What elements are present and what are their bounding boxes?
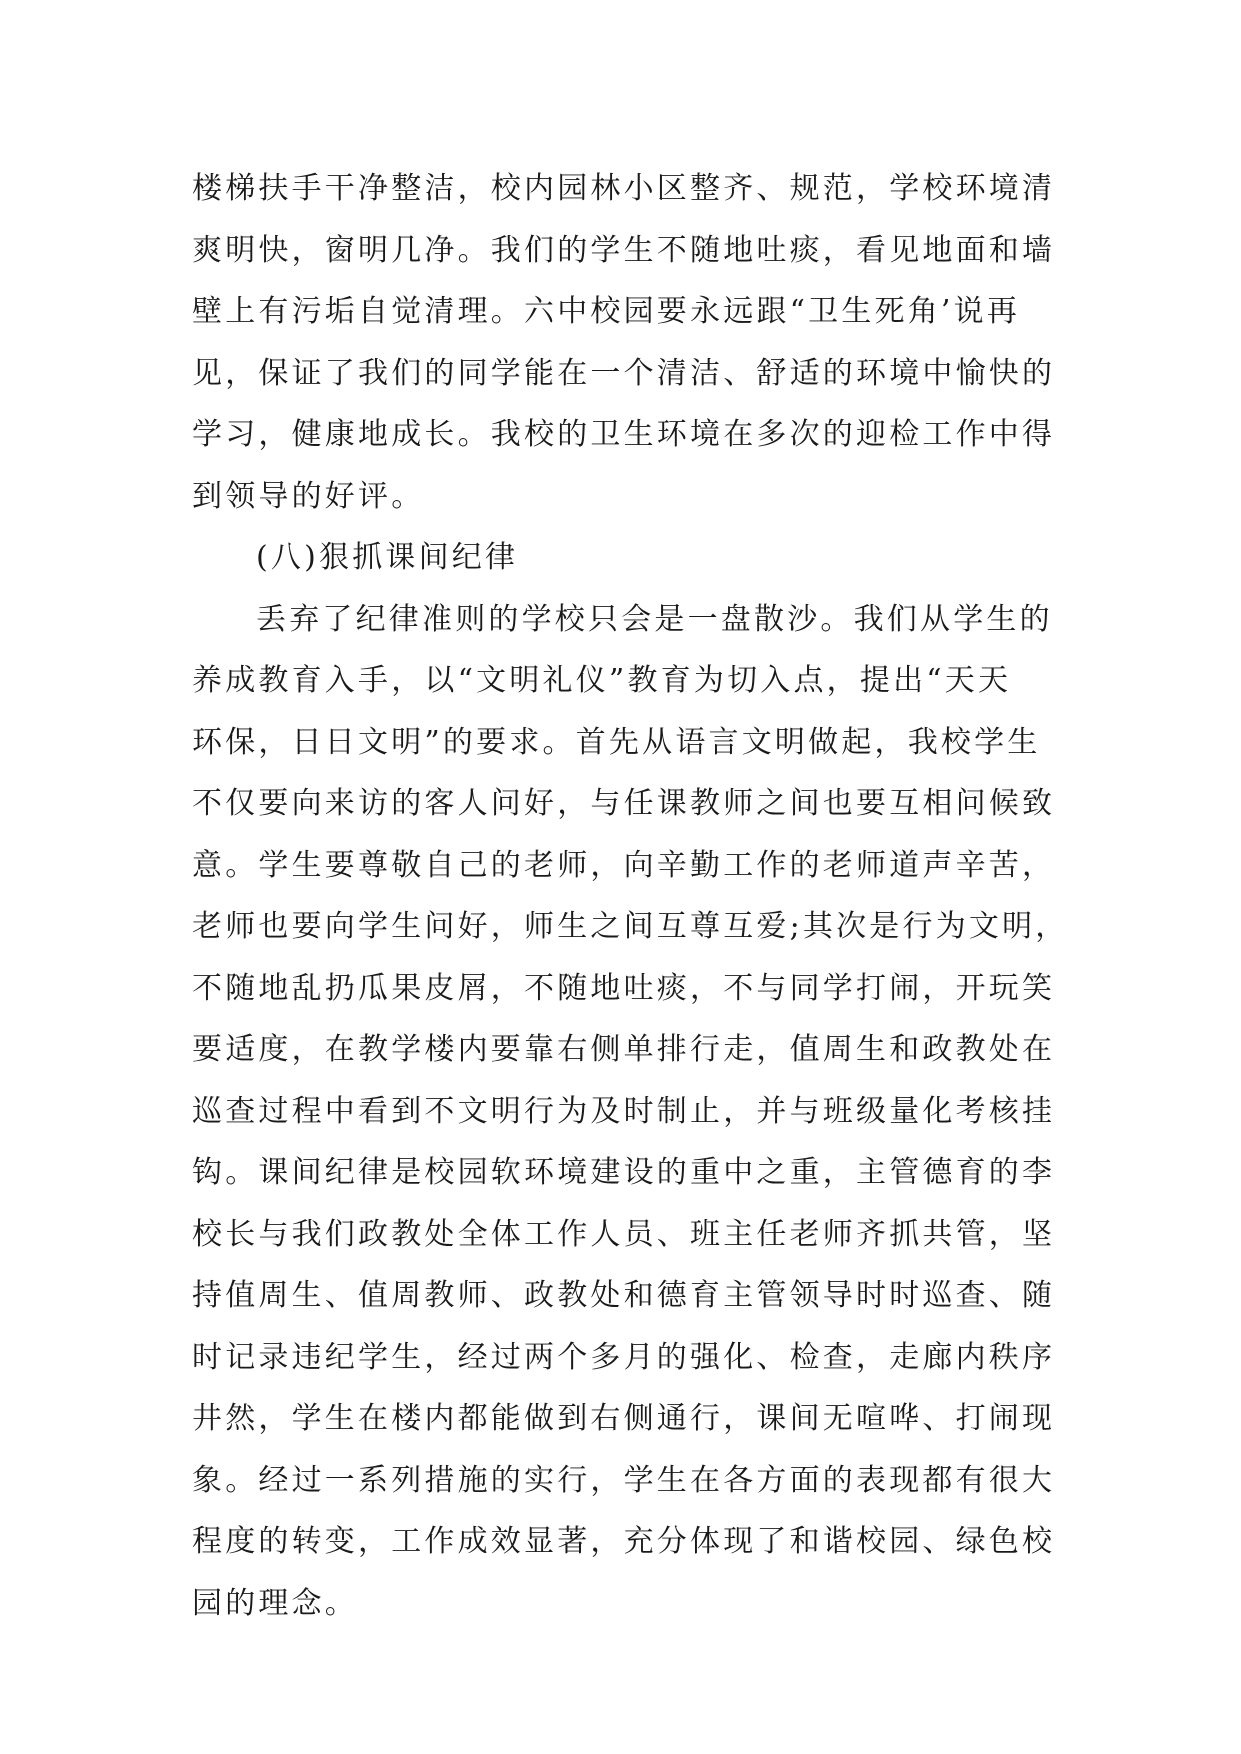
- text-line: 到领导的好评。: [192, 478, 425, 514]
- text-line: 爽明快，窗明几净。我们的学生不随地吐痰，看见地面和墙: [192, 232, 1056, 268]
- document-body: [192, 158, 1069, 1634]
- text-line: 持值周生、值周教师、政教处和德育主管领导时时巡查、随: [192, 1278, 1056, 1313]
- text-line: 见，保证了我们的同学能在一个清洁、舒适的环境中愉快的: [192, 355, 1056, 391]
- text-line: 井然，学生在楼内都能做到右侧通行，课间无喧哗、打闹现: [192, 1401, 1056, 1436]
- text-line: 壁上有污垢自觉清理。六中校园要永远跟“卫生死角’说再: [192, 294, 1021, 329]
- text-line: 巡查过程中看到不文明行为及时制止，并与班级量化考核挂: [192, 1093, 1056, 1129]
- text-line: 要适度，在教学楼内要靠右侧单排行走，值周生和政教处在: [192, 1032, 1056, 1067]
- text-line: 程度的转变，工作成效显著，充分体现了和谐校园、绿色校: [192, 1524, 1056, 1559]
- text-line: 时记录违纪学生，经过两个多月的强化、检查，走廊内秩序: [192, 1339, 1056, 1375]
- text-line: 不随地乱扔瓜果皮屑，不随地吐痰，不与同学打闹，开玩笑: [192, 970, 1056, 1006]
- section-heading: (八)狠抓课间纪律: [256, 540, 519, 575]
- text-line: 校长与我们政教处全体工作人员、班主任老师齐抓共管，坚: [192, 1216, 1056, 1252]
- text-line: 意。学生要尊敬自己的老师，向辛勤工作的老师道声辛苦，: [192, 847, 1056, 883]
- paragraph-2: [192, 589, 1069, 1635]
- text-line: 丢弃了纪律准则的学校只会是一盘散沙。我们从学生的: [256, 601, 1053, 637]
- text-line: 象。经过一系列措施的实行，学生在各方面的表现都有很大: [192, 1462, 1056, 1498]
- text-line: 养成教育入手，以“文明礼仪”教育为切入点，提出“天天: [192, 663, 1012, 698]
- text-line: 老师也要向学生问好，师生之间互尊互爱;其次是行为文明，: [192, 909, 1069, 944]
- text-line: 不仅要向来访的客人问好，与任课教师之间也要互相问候致: [192, 786, 1056, 821]
- text-line: 钩。课间纪律是校园软环境建设的重中之重，主管德育的李: [192, 1155, 1056, 1190]
- text-line: 楼梯扶手干净整洁，校内园林小区整齐、规范，学校环境清: [192, 171, 1056, 206]
- paragraph-1: [192, 158, 1056, 527]
- text-line: 学习，健康地成长。我校的卫生环境在多次的迎检工作中得: [192, 417, 1056, 452]
- text-line: 园的理念。: [192, 1585, 358, 1621]
- text-line: 环保，日日文明”的要求。首先从语言文明做起，我校学生: [192, 724, 1041, 760]
